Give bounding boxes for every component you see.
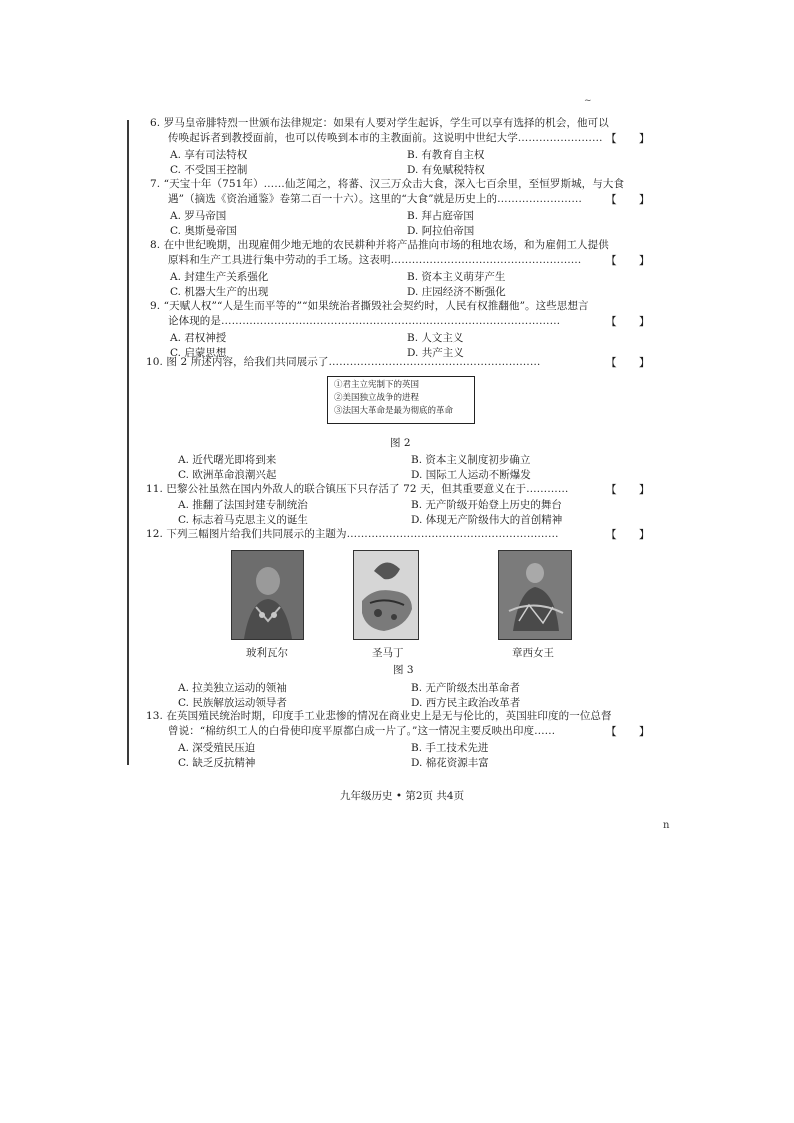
question-12-line-1: 12. 下列三幅图片给我们共同展示的主题为……………………………………………………: [146, 528, 559, 540]
answer-bracket: 【 】: [605, 725, 650, 738]
question-10: [146, 355, 650, 370]
question-7-line-1: 7. “天宝十年（751年）……仙芝闻之，将蕃、汉三万众击大食，深入七百余里，至恒罗斯城，与大食: [150, 178, 625, 190]
page-footer: 九年级历史 • 第2页 共4页: [340, 790, 465, 802]
question-11-option-d: D. 体现无产阶级伟大的首创精神: [411, 514, 563, 526]
left-margin-rule: [127, 120, 129, 765]
bolivar-portrait-image: [231, 550, 304, 640]
question-13-line-1: 13. 在英国殖民统治时期，印度手工业悲惨的情况在商业史上是无与伦比的，英国驻印度的一位总督: [146, 710, 612, 722]
top-mark: ~: [584, 96, 592, 106]
portrait-sketch: [232, 551, 303, 639]
question-8-option-a: A. 封建生产关系强化: [170, 271, 269, 283]
question-12-option-b: B. 无产阶级杰出革命者: [411, 682, 520, 694]
answer-bracket: 【 】: [605, 528, 650, 541]
rani-of-jhansi-label: 章西女王: [512, 647, 554, 659]
answer-bracket: 【 】: [605, 193, 650, 206]
figure-2-box: [327, 376, 475, 424]
question-9-option-d: D. 共产主义: [407, 347, 464, 359]
answer-bracket: 【 】: [605, 132, 650, 145]
question-6: [150, 116, 650, 146]
question-9-option-b: B. 人文主义: [407, 332, 464, 344]
question-6-line-1: 6. 罗马皇帝腓特烈一世颁布法律规定：如果有人要对学生起诉，学生可以享有选择的机会，他可以: [150, 117, 609, 129]
san-martin-portrait-image: [353, 550, 419, 640]
figure-2-caption: 图 2: [390, 437, 411, 449]
question-12-option-d: D. 西方民主政治改革者: [411, 697, 521, 709]
question-6-option-d: D. 有免赋税特权: [407, 164, 485, 176]
question-12-option-c: C. 民族解放运动领导者: [178, 697, 287, 709]
question-7-option-d: D. 阿拉伯帝国: [407, 225, 475, 237]
question-9-option-a: A. 君权神授: [170, 332, 227, 344]
corner-mark: n: [663, 820, 670, 831]
bolivar-label: 玻利瓦尔: [246, 647, 288, 659]
rani-of-jhansi-portrait-image: [498, 550, 572, 640]
question-8-line-2: 原料和生产工具进行集中劳动的手工场。这表明………………………………………………: [168, 254, 582, 266]
question-10-option-d: D. 国际工人运动不断爆发: [411, 469, 531, 481]
answer-bracket: 【 】: [605, 315, 650, 328]
question-7-option-b: B. 拜占庭帝国: [407, 210, 474, 222]
question-8-option-b: B. 资本主义萌芽产生: [407, 271, 506, 283]
statue-sketch: [354, 551, 418, 639]
question-6-option-a: A. 享有司法特权: [170, 149, 248, 161]
question-13-line-2: 曾说：“棉纺织工人的白骨使印度平原都白成一片了。”这一情况主要反映出印度……: [168, 725, 556, 737]
question-12: [146, 527, 650, 542]
question-9-line-1: 9. “天赋人权”“人是生而平等的”“如果统治者撕毁社会契约时，人民有权推翻他”。这些思想言: [150, 300, 589, 312]
question-9-line-2: 论体现的是……………………………………………………………………………………: [168, 315, 561, 327]
question-11: [146, 482, 650, 497]
question-8-option-d: D. 庄园经济不断强化: [407, 286, 506, 298]
question-10-option-c: C. 欧洲革命浪潮兴起: [178, 469, 277, 481]
answer-bracket: 【 】: [605, 254, 650, 267]
question-11-option-b: B. 无产阶级开始登上历史的舞台: [411, 499, 562, 511]
rider-sketch: [499, 551, 571, 639]
question-13-option-b: B. 手工技术先进: [411, 742, 489, 754]
question-13-option-c: C. 缺乏反抗精神: [178, 757, 256, 769]
question-10-option-a: A. 近代曙光即将到来: [178, 454, 277, 466]
question-7: [150, 177, 650, 207]
question-7-line-2: 遇”（摘选《资治通鉴》卷第二百一十六）。这里的“大食”就是历史上的……………………: [168, 193, 582, 205]
question-12-option-a: A. 拉美独立运动的领袖: [178, 682, 287, 694]
figure-3-caption: 图 3: [393, 664, 414, 676]
question-8-option-c: C. 机器大生产的出现: [170, 286, 269, 298]
question-13-option-d: D. 棉花资源丰富: [411, 757, 489, 769]
answer-bracket: 【 】: [605, 356, 650, 369]
figure-2-line-1: ①君主立宪制下的英国: [334, 380, 420, 390]
question-8: [150, 238, 650, 268]
question-11-option-a: A. 推翻了法国封建专制统治: [178, 499, 308, 511]
question-11-line-1: 11. 巴黎公社虽然在国内外敌人的联合镇压下只存活了 72 天，但其重要意义在于…………: [146, 483, 569, 495]
question-7-option-a: A. 罗马帝国: [170, 210, 227, 222]
question-13-option-a: A. 深受殖民压迫: [178, 742, 256, 754]
question-6-option-c: C. 不受国王控制: [170, 164, 248, 176]
figure-2-line-2: ②美国独立战争的进程: [334, 393, 420, 403]
san-martin-label: 圣马丁: [372, 647, 404, 659]
question-9: [150, 299, 650, 329]
question-7-option-c: C. 奥斯曼帝国: [170, 225, 237, 237]
question-10-line-1: 10. 图 2 所述内容，给我们共同展示了……………………………………………………: [146, 356, 541, 368]
answer-bracket: 【 】: [605, 483, 650, 496]
question-11-option-c: C. 标志着马克思主义的诞生: [178, 514, 308, 526]
question-6-option-b: B. 有教育自主权: [407, 149, 485, 161]
question-9-option-c: C. 启蒙思想: [170, 347, 227, 359]
question-8-line-1: 8. 在中世纪晚期，出现雇佣少地无地的农民耕种并将产品推向市场的租地农场，和为雇佣工人提供: [150, 239, 609, 251]
figure-2-line-3: ③法国大革命是最为彻底的革命: [334, 406, 454, 416]
question-6-line-2: 传唤起诉者到教授面前，也可以传唤到本市的主教面前。这说明中世纪大学……………………: [168, 132, 603, 144]
question-10-option-b: B. 资本主义制度初步确立: [411, 454, 531, 466]
question-13: [146, 709, 650, 739]
